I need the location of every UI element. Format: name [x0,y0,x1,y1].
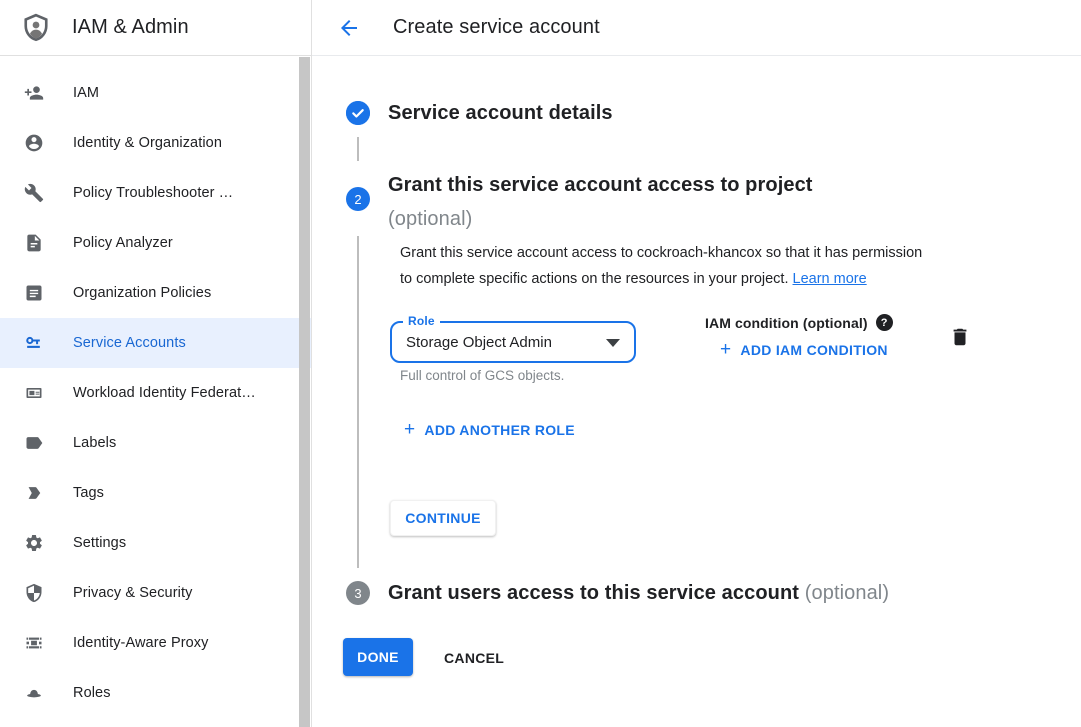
step-2-description-line1: Grant this service account access to cockroach-khancox so that it has permission [400,245,923,261]
step-connector-line [357,137,359,161]
add-iam-condition-button[interactable] [720,339,888,360]
add-another-role-button[interactable] [404,419,575,440]
role-select[interactable] [390,314,636,363]
sidebar-item-label: Policy Troubleshooter … [73,185,234,201]
sidebar-scrollbar[interactable] [299,57,310,727]
step-3-number-badge [346,581,370,605]
sidebar-item-privacy-security[interactable] [0,568,311,618]
sidebar-item-label: Organization Policies [73,285,212,301]
label-icon [24,433,44,453]
plus-icon: + [720,339,732,360]
shield-half-icon [24,583,44,603]
step-3-optional-label: (optional) [804,581,890,604]
role-field-label: Role [403,314,440,328]
step-2-description [400,240,1000,292]
help-icon[interactable] [876,314,893,331]
page-title: Create service account [393,16,600,38]
account-circle-icon [24,133,44,153]
step-2-title: Grant this service account access to project [388,174,813,196]
iam-condition-block [705,314,893,358]
main-content [312,0,1081,727]
sidebar-item-labels[interactable] [0,418,311,468]
sidebar-item-iam[interactable] [0,68,311,118]
sidebar-nav [0,56,311,718]
question-glyph: ? [880,316,888,329]
wrench-icon [24,183,44,203]
delete-role-button[interactable] [948,326,972,350]
step-2-description-line2: to complete specific actions on the resources in your project. [400,271,789,287]
person-add-icon [24,83,44,103]
step-2-rail-line [357,236,359,568]
continue-button[interactable]: CONTINUE [390,500,496,536]
sidebar-item-roles[interactable] [0,668,311,718]
sidebar-item-workload-identity-federation[interactable] [0,368,311,418]
add-another-role-label: ADD ANOTHER ROLE [424,422,575,438]
step-3-title [388,582,889,605]
sidebar-item-label: Policy Analyzer [73,235,173,251]
sidebar-item-label: Service Accounts [73,335,186,351]
service-account-key-icon [24,333,44,353]
sidebar [0,0,312,727]
role-helper-text: Full control of GCS objects. [400,368,565,383]
sidebar-item-service-accounts[interactable] [0,318,311,368]
plus-icon: + [404,419,416,440]
sidebar-item-settings[interactable] [0,518,311,568]
step-2-optional-label: (optional) [388,208,473,230]
sidebar-item-label: IAM [73,85,100,101]
sidebar-item-tags[interactable] [0,468,311,518]
cancel-button[interactable]: CANCEL [444,644,504,672]
app-title: IAM & Admin [72,16,189,38]
step-2-heading [388,168,813,236]
sidebar-item-label: Roles [73,685,111,701]
proxy-grid-icon [24,633,44,653]
step-2-number-badge [346,187,370,211]
content-header [312,0,1081,56]
iam-shield-logo-icon [21,13,51,43]
article-icon [24,283,44,303]
sidebar-item-label: Privacy & Security [73,585,193,601]
sidebar-item-organization-policies[interactable] [0,268,311,318]
step-1-row [346,101,613,125]
sidebar-item-label: Identity & Organization [73,135,222,151]
iam-condition-label: IAM condition (optional) [705,314,868,331]
step-3-number: 3 [354,585,362,601]
stepper-body [312,56,1081,727]
learn-more-link[interactable]: Learn more [792,271,867,287]
step-2-number: 2 [354,191,362,207]
step-3-row [346,581,889,605]
sidebar-item-policy-analyzer[interactable] [0,218,311,268]
dropdown-caret-icon [606,339,620,347]
hat-icon [24,683,44,703]
sidebar-item-label: Workload Identity Federat… [73,385,256,401]
sidebar-item-label: Settings [73,535,127,551]
sidebar-item-label: Labels [73,435,117,451]
back-button[interactable] [337,16,361,40]
step-1-title: Service account details [388,101,613,124]
sidebar-item-identity-organization[interactable] [0,118,311,168]
badge-card-icon [24,383,44,403]
tag-arrow-icon [24,483,44,503]
sidebar-item-identity-aware-proxy[interactable] [0,618,311,668]
step-3-title-text: Grant users access to this service account [388,581,800,604]
arrow-back-icon [337,28,361,43]
add-iam-condition-label: ADD IAM CONDITION [740,342,888,358]
sidebar-header [0,0,311,56]
sidebar-item-label: Tags [73,485,105,501]
sidebar-item-policy-troubleshooter[interactable] [0,168,311,218]
sidebar-item-label: Identity-Aware Proxy [73,635,209,651]
trash-icon [949,336,971,351]
step-1-complete-check-icon [346,101,370,125]
role-selected-value: Storage Object Admin [406,333,552,351]
gear-icon [24,533,44,553]
done-button[interactable]: DONE [343,638,413,676]
document-gear-icon [24,233,44,253]
